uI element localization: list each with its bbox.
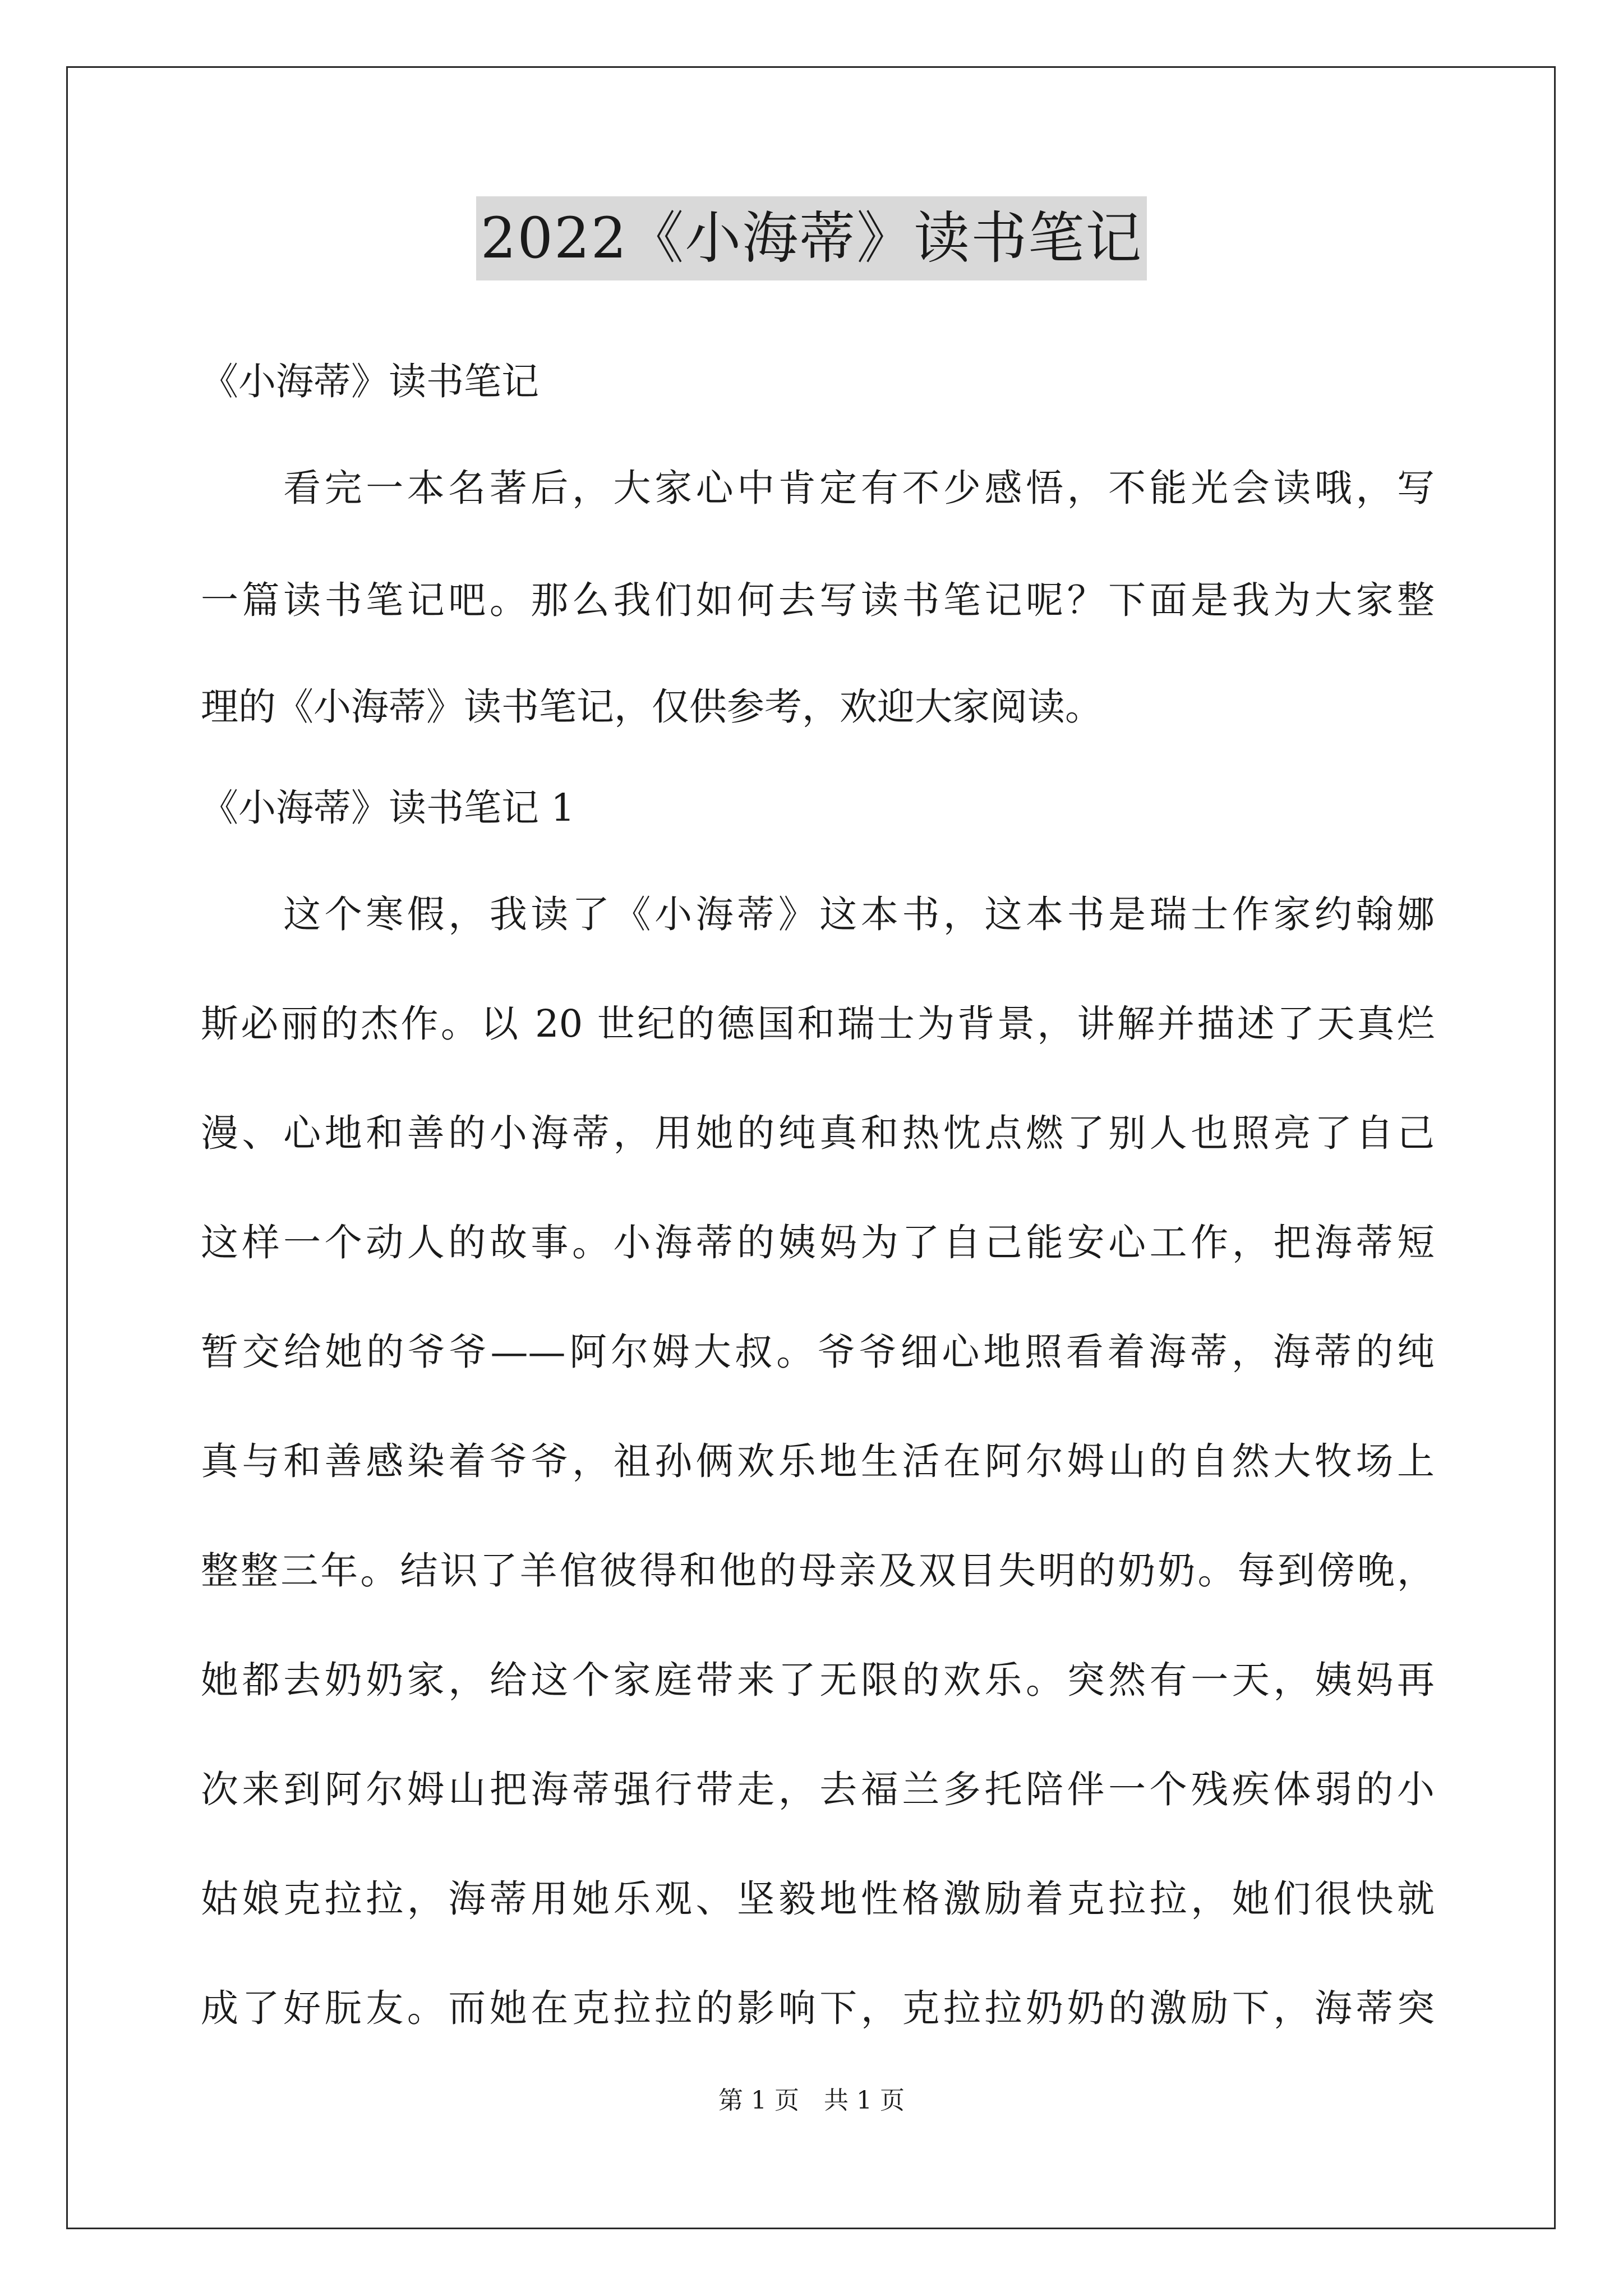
page-number-footer: 第 1 页 共 1 页 [718,2086,905,2115]
paragraph-line: 暂交给她的爷爷——阿尔姆大叔。爷爷细心地照看着海蒂，海蒂的纯 [201,1330,1435,1374]
paragraph-line: 一篇读书笔记吧。那么我们如何去写读书笔记呢？下面是我为大家整 [201,578,1435,622]
paragraph-line: 理的《小海蒂》读书笔记，仅供参考，欢迎大家阅读。 [201,685,1103,729]
paragraph-line: 她都去奶奶家，给这个家庭带来了无限的欢乐。突然有一天，姨妈再 [201,1658,1435,1702]
document-title: 2022《小海蒂》读书笔记 [476,196,1147,280]
section-heading-intro: 《小海蒂》读书笔记 [201,360,539,403]
paragraph-line: 这样一个动人的故事。小海蒂的姨妈为了自己能安心工作，把海蒂短 [201,1221,1435,1264]
paragraph-line: 整整三年。结识了羊倌彼得和他的母亲及双目失明的奶奶。每到傍晚， [201,1549,1435,1593]
title-container [0,196,1623,280]
paragraph-line: 姑娘克拉拉，海蒂用她乐观、坚毅地性格激励着克拉拉，她们很快就 [201,1877,1435,1921]
paragraph-line: 看完一本名著后，大家心中肯定有不少感悟，不能光会读哦，写 [201,466,1435,510]
paragraph-line: 这个寒假，我读了《小海蒂》这本书，这本书是瑞士作家约翰娜 [201,892,1435,936]
paragraph-line: 成了好朊友。而她在克拉拉的影响下，克拉拉奶奶的激励下，海蒂突 [201,1986,1435,2030]
paragraph-line: 次来到阿尔姆山把海蒂强行带走，去福兰多托陪伴一个残疾体弱的小 [201,1768,1435,1811]
paragraph-line: 漫、心地和善的小海蒂，用她的纯真和热忱点燃了别人也照亮了自己 [201,1111,1435,1155]
paragraph-line: 真与和善感染着爷爷，祖孙俩欢乐地生活在阿尔姆山的自然大牧场上 [201,1439,1435,1483]
paragraph-line: 斯必丽的杰作。以 20 世纪的德国和瑞士为背景，讲解并描述了天真烂 [201,1002,1435,1046]
section-heading-note-1: 《小海蒂》读书笔记 1 [201,786,575,830]
